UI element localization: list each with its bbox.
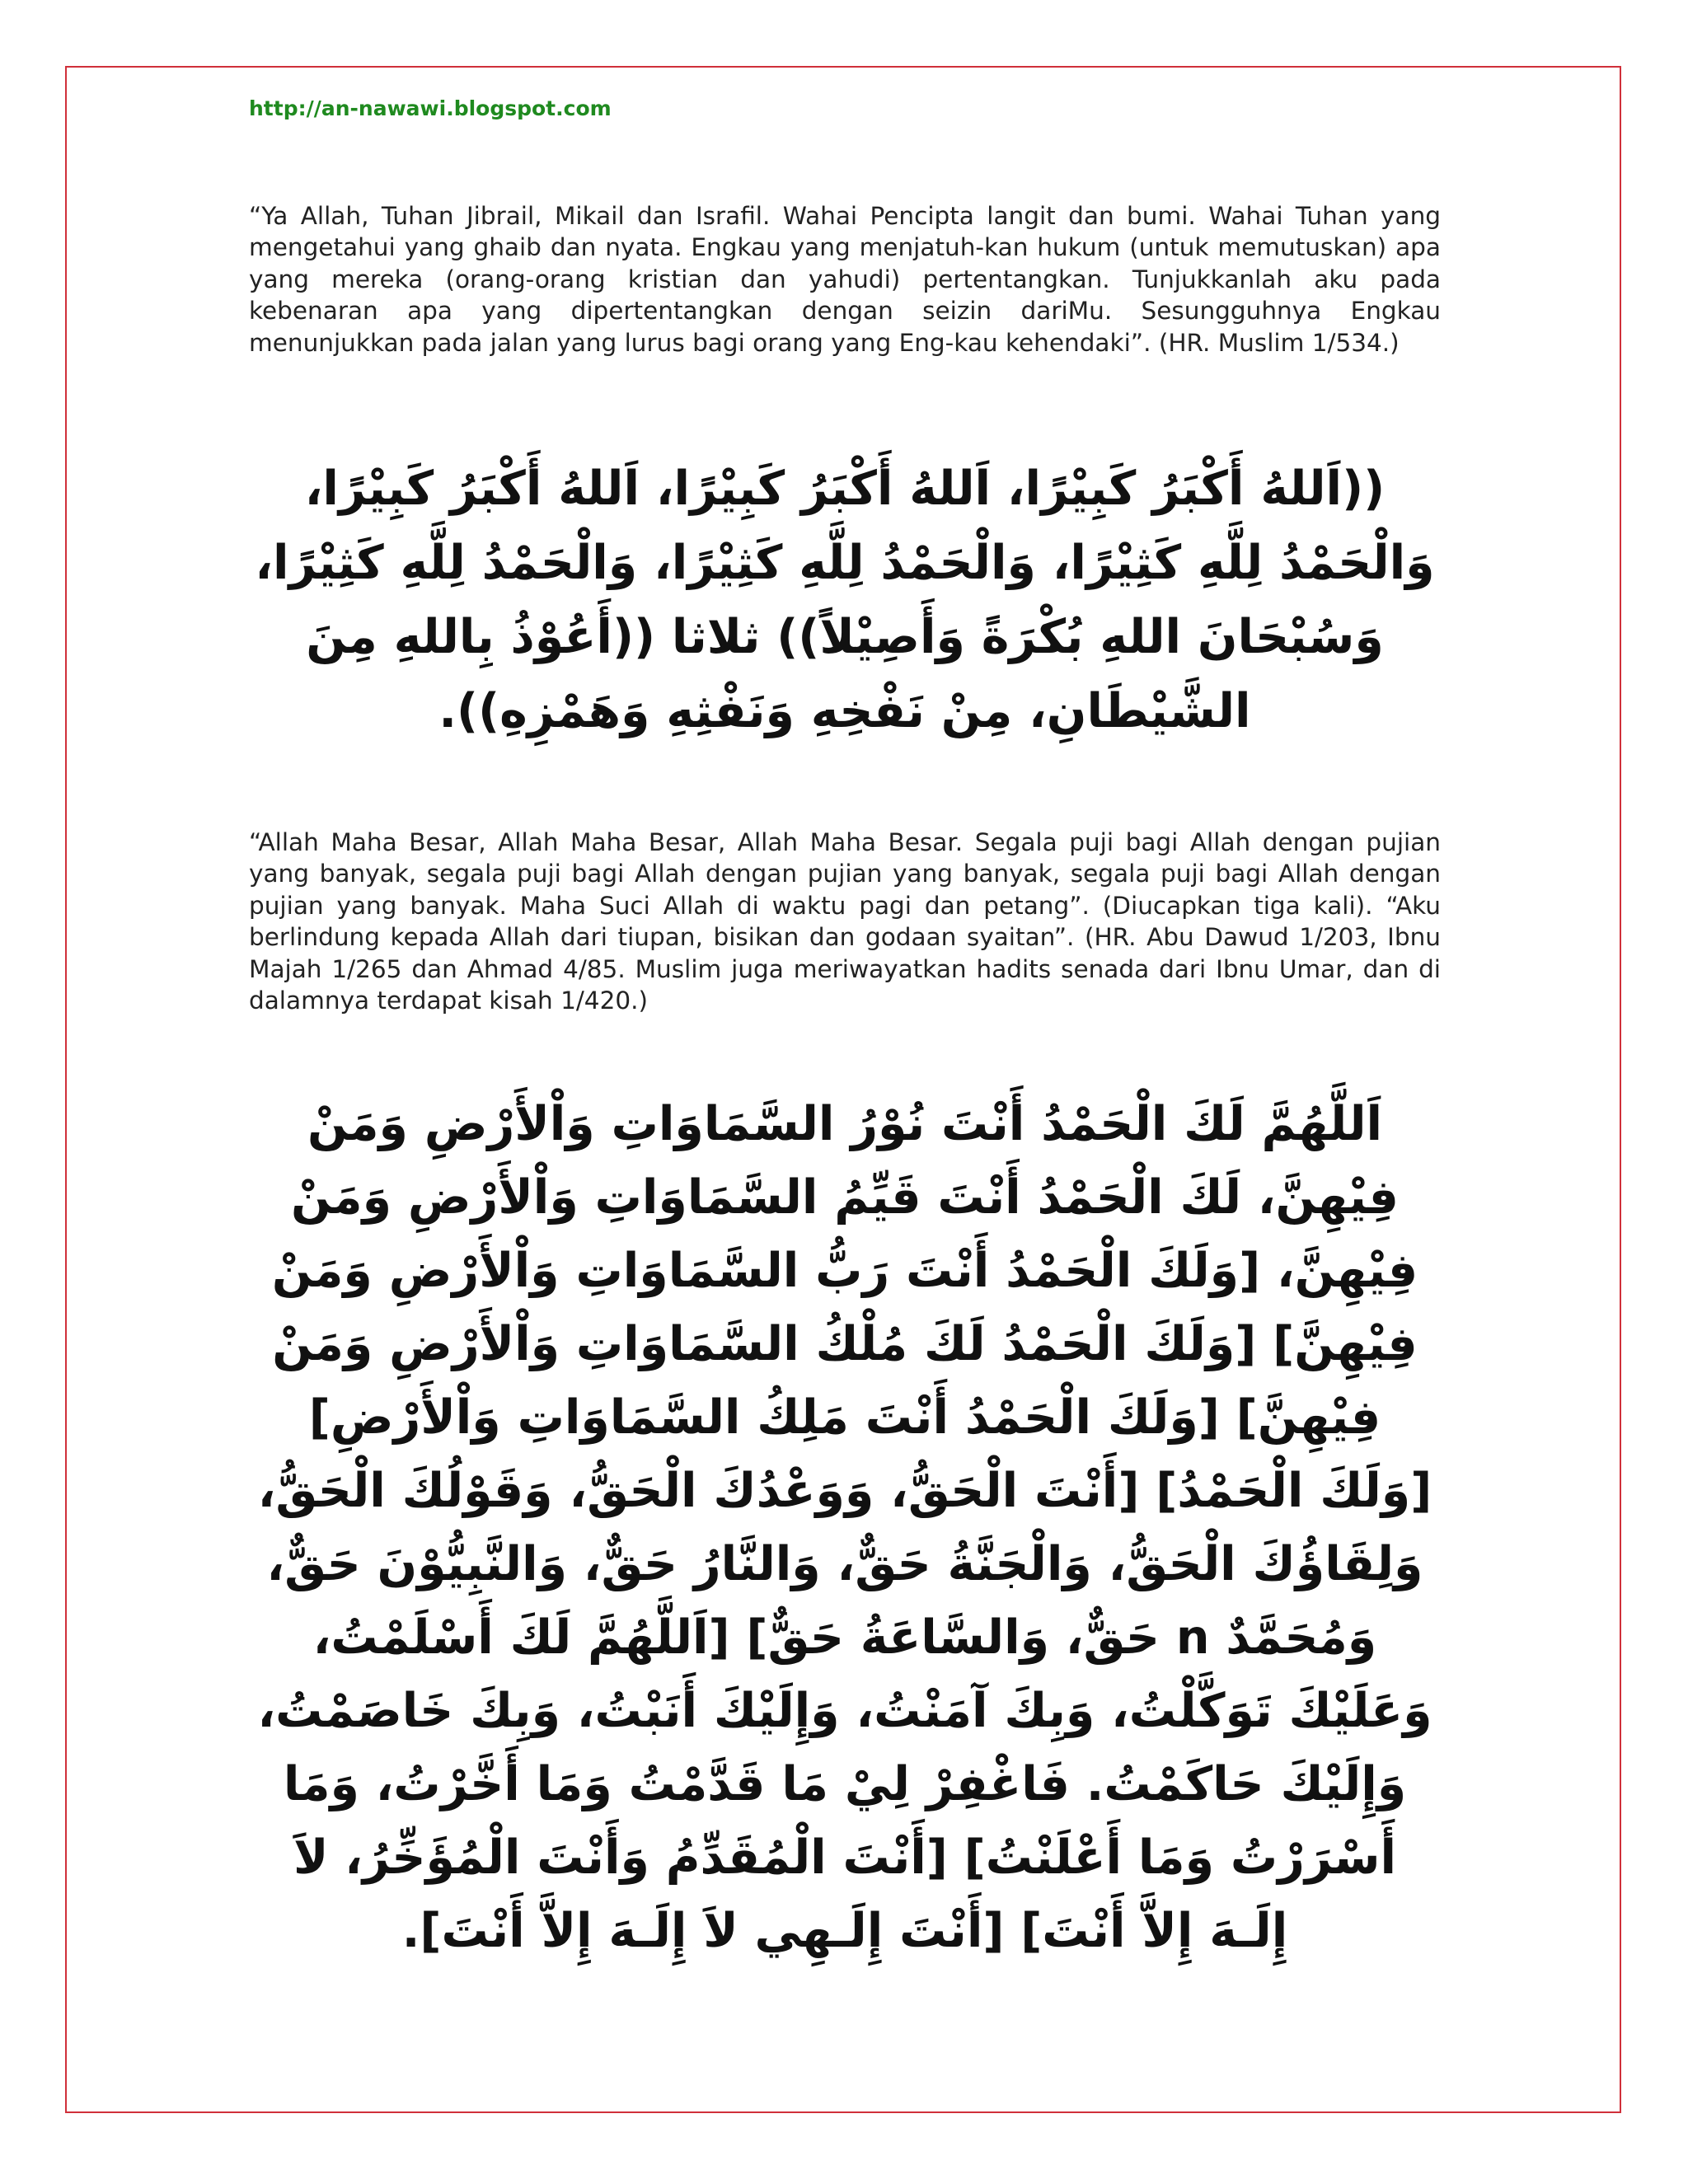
arabic-dua-2: اَللَّهُمَّ لَكَ الْحَمْدُ أَنْتَ نُوْرُ السَّمَاوَاتِ وَاْلأَرْضِ وَمَنْ فِيْهِنَّ، لَكَ الْحَمْدُ أَنْتَ قَيِّمُ السَّمَاوَاتِ وَاْلأَرْضِ وَمَنْ فِيْهِنَّ، [وَلَكَ الْحَمْدُ أَنْتَ رَبُّ السَّمَاوَاتِ وَاْلأَرْضِ وَمَنْ فِيْهِنَّ] [وَلَكَ الْحَمْدُ لَكَ مُلْكُ السَّمَاوَاتِ وَاْلأَرْضِ وَمَنْ فِيْهِنَّ] [وَلَكَ الْحَمْدُ أَنْتَ مَلِكُ السَّمَاوَاتِ وَاْلأَرْضِ] [وَلَكَ الْحَمْدُ] [أَنْتَ الْحَقُّ، وَوَعْدُكَ الْحَقُّ، وَقَوْلُكَ الْحَقُّ، وَلِقَاؤُكَ الْحَقُّ، وَالْجَنَّةُ حَقٌّ، وَالنَّارُ حَقٌّ، وَالنَّبِيُّوْنَ حَقٌّ، وَمُحَمَّدٌ n حَقٌّ، وَالسَّاعَةُ حَقٌّ] [اَللَّهُمَّ لَكَ أَسْلَمْتُ، وَعَلَيْكَ تَوَكَّلْتُ، وَبِكَ آمَنْتُ، وَإِلَيْكَ أَنَبْتُ، وَبِكَ خَاصَمْتُ، وَإِلَيْكَ حَاكَمْتُ. فَاغْفِرْ لِيْ مَا قَدَّمْتُ وَمَا أَخَّرْتُ، وَمَا أَسْرَرْتُ وَمَا أَعْلَنْتُ] [أَنْتَ الْمُقَدِّمُ وَأَنْتَ الْمُؤَخِّرُ، لاَ إِلَـهَ إِلاَّ أَنْتَ] [أَنْتَ إِلَـهِي لاَ إِلَـهَ إِلاَّ أَنْتَ]. <box>257 1097 1432 1958</box>
arabic-dua-1: ((اَللهُ أَكْبَرُ كَبِيْرًا، اَللهُ أَكْبَرُ كَبِيْرًا، اَللهُ أَكْبَرُ كَبِيْرًا، وَالْحَمْدُ لِلَّهِ كَثِيْرًا، وَالْحَمْدُ لِلَّهِ كَثِيْرًا، وَالْحَمْدُ لِلَّهِ كَثِيْرًا، وَسُبْحَانَ اللهِ بُكْرَةً وَأَصِيْلاً)) ثلاثا ((أَعُوْذُ بِاللهِ مِنَ الشَّيْطَانِ، مِنْ نَفْخِهِ وَنَفْثِهِ وَهَمْزِهِ)). <box>255 462 1435 738</box>
translation-paragraph-1: “Ya Allah, Tuhan Jibrail, Mikail dan Israfil. Wahai Pencipta langit dan bumi. Wahai Tuhan yang mengetahui yang ghaib dan nyata. Engkau yang menjatuh-kan hukum (untuk memutuskan) apa yang mereka (orang-orang kristian dan yahudi) pertentangkan. Tunjukkanlah aku pada kebenaran apa yang dipertentangkan dengan seizin dariMu. Sesungguhnya Engkau menunjukkan pada jalan yang lurus bagi orang yang Eng-kau kehendaki”. (HR. Muslim 1/534.) <box>249 202 1441 357</box>
blog-url-link[interactable]: http://an-nawawi.blogspot.com <box>249 96 612 120</box>
translation-paragraph-2: “Allah Maha Besar, Allah Maha Besar, Allah Maha Besar. Segala puji bagi Allah dengan pujian yang banyak, segala puji bagi Allah dengan pujian yang banyak, segala puji bagi Allah dengan pujian yang banyak. Maha Suci Allah di waktu pagi dan petang”. (Diucapkan tiga kali). “Aku berlindung kepada Allah dari tiupan, bisikan dan godaan syaitan”. (HR. Abu Dawud 1/203, Ibnu Majah 1/265 dan Ahmad 4/85. Muslim juga meriwayatkan hadits senada dari Ibnu Umar, dan di dalamnya terdapat kisah 1/420.) <box>249 828 1441 1015</box>
